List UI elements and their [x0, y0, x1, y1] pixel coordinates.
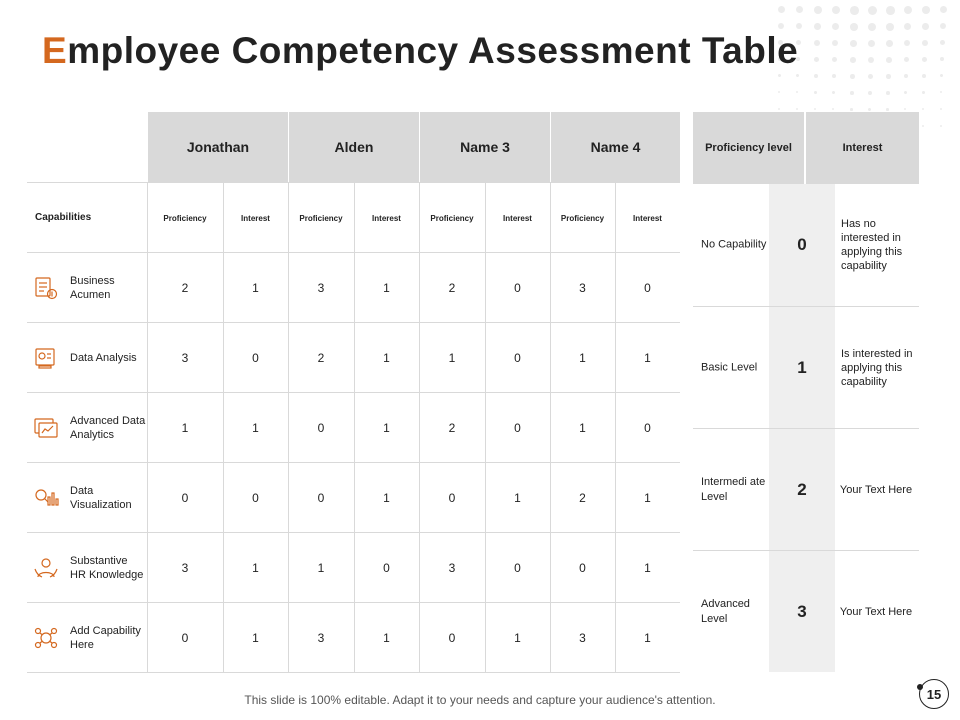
decorative-dot: [904, 108, 906, 110]
decorative-dot: [850, 6, 859, 15]
proficiency-legend-table: [693, 112, 919, 672]
decorative-dot: [922, 74, 926, 78]
table-cell: 0: [252, 351, 259, 365]
legend-interest-text: Your Text Here: [839, 484, 913, 496]
table-cell: 0: [448, 631, 456, 645]
table-cell: 2: [579, 491, 586, 505]
decorative-dot: [850, 23, 858, 31]
business-acumen-icon: [33, 275, 59, 301]
legend-level-label: Intermedi ate Level: [701, 476, 766, 503]
decorative-dot: [904, 40, 910, 46]
decorative-dot: [832, 6, 840, 14]
column-divider: [485, 182, 486, 672]
title-text: mployee Competency Assessment Table: [67, 30, 799, 71]
decorative-dot: [922, 91, 925, 94]
table-cell: 0: [514, 561, 521, 575]
table-bottom-border: [27, 672, 680, 673]
table-cell: 1: [383, 491, 390, 505]
table-cell: 0: [644, 281, 651, 295]
decorative-dot: [886, 108, 889, 111]
capability-label: Data Visualization: [70, 485, 132, 511]
decorative-dot: [886, 57, 892, 63]
decorative-dot: [868, 74, 873, 79]
column-header-name: Name 4: [550, 112, 680, 182]
table-cell: 2: [317, 351, 325, 365]
table-cell: 1: [514, 631, 521, 645]
subheader-interest: Interest: [372, 213, 401, 223]
column-header-name: Name 3: [419, 112, 550, 182]
table-cell: 1: [252, 631, 259, 645]
decorative-dot: [940, 108, 942, 110]
column-header-name: Jonathan: [147, 112, 288, 182]
table-cell: 1: [514, 491, 521, 505]
table-cell: 0: [514, 281, 521, 295]
decorative-dot: [940, 91, 942, 93]
data-visualization-icon: [33, 485, 59, 511]
decorative-dot: [796, 23, 802, 29]
table-cell: 1: [181, 421, 189, 435]
legend-interest-text: Has no interested in applying this capability: [841, 218, 903, 272]
decorative-dot: [922, 23, 929, 30]
decorative-dot: [868, 57, 874, 63]
decorative-dot: [922, 125, 924, 127]
column-divider: [288, 182, 289, 672]
subheader-proficiency: Proficiency: [560, 213, 605, 223]
legend-level-label: Advanced Level: [701, 598, 750, 625]
advanced-analytics-icon: [33, 415, 59, 441]
decorative-dot: [940, 74, 943, 77]
legend-row: [693, 184, 919, 306]
table-cell: 1: [644, 491, 651, 505]
capability-cell: [27, 463, 147, 533]
legend-level-value: 1: [797, 358, 807, 377]
subheader-proficiency: Proficiency: [163, 213, 207, 223]
decorative-dot: [832, 108, 834, 110]
decorative-dot: [832, 23, 839, 30]
decorative-dot: [922, 6, 930, 14]
subheader-proficiency: Proficiency: [299, 213, 343, 223]
column-divider: [615, 182, 616, 672]
legend-interest-text: Your Text Here: [839, 606, 913, 618]
subheader-interest: Interest: [503, 213, 532, 223]
decorative-dot: [886, 6, 895, 15]
decorative-dot: [868, 91, 872, 95]
table-cell: 3: [579, 281, 586, 295]
subheader-proficiency: Proficiency: [430, 213, 474, 223]
legend-row: [693, 550, 919, 673]
decorative-dot: [832, 91, 835, 94]
decorative-dot: [868, 40, 875, 47]
decorative-dot: [832, 40, 838, 46]
add-capability-icon: [33, 625, 59, 651]
page-number: 15: [919, 679, 949, 709]
table-cell: 3: [181, 561, 189, 575]
legend-header-level: Proficiency level: [693, 112, 804, 184]
table-cell: 1: [383, 421, 390, 435]
table-cell: 3: [448, 561, 456, 575]
table-cell: 0: [317, 491, 325, 505]
table-cell: 3: [579, 631, 586, 645]
decorative-dot: [904, 57, 909, 62]
legend-level-value: 2: [797, 480, 807, 499]
table-cell: 1: [644, 351, 651, 365]
table-cell: 1: [383, 281, 390, 295]
column-header-name: Alden: [288, 112, 419, 182]
decorative-dot: [796, 91, 798, 93]
decorative-dot: [778, 108, 780, 110]
table-cell: 1: [383, 351, 390, 365]
column-divider: [550, 182, 551, 672]
competency-table: [27, 112, 680, 672]
capability-cell: [27, 323, 147, 393]
decorative-dot: [868, 23, 876, 31]
page-number-dot: [917, 684, 923, 690]
table-cell: 3: [181, 351, 189, 365]
table-cell: 2: [181, 281, 189, 295]
table-cell: 1: [383, 631, 390, 645]
decorative-dot: [940, 23, 946, 29]
table-cell: 0: [181, 491, 189, 505]
table-cell: 0: [181, 631, 189, 645]
decorative-dot: [886, 23, 894, 31]
decorative-dot: [850, 40, 857, 47]
table-cell: 1: [252, 281, 259, 295]
decorative-dot: [814, 57, 819, 62]
table-cell: 3: [317, 281, 325, 295]
decorative-dot: [904, 23, 911, 30]
capability-cell: [27, 533, 147, 603]
decorative-dot: [850, 57, 856, 63]
capability-label: Business Acumen: [70, 275, 115, 301]
legend-row: [693, 428, 919, 551]
decorative-dot: [796, 6, 803, 13]
decorative-dot: [922, 40, 928, 46]
decorative-dot: [796, 74, 799, 77]
decorative-dot: [850, 108, 853, 111]
table-cell: 2: [448, 281, 456, 295]
decorative-dot: [814, 74, 818, 78]
capabilities-header: Capabilities: [35, 212, 92, 223]
column-divider: [147, 182, 148, 672]
footer-note: This slide is 100% editable. Adapt it to your needs and capture your audience's attention.: [244, 693, 716, 707]
decorative-dot: [904, 6, 912, 14]
decorative-dot: [922, 108, 924, 110]
decorative-dot: [832, 74, 836, 78]
decorative-dot: [814, 23, 821, 30]
table-cell: 0: [644, 421, 651, 435]
table-cell: 0: [514, 421, 521, 435]
legend-level-label: Basic Level: [701, 361, 758, 374]
title-accent-letter: E: [42, 30, 68, 71]
table-cell: 0: [383, 561, 390, 575]
legend-level-value: 0: [797, 235, 807, 254]
table-cell: 1: [579, 351, 586, 365]
legend-interest-text: Is interested in applying this capability: [841, 348, 913, 388]
capability-cell: [27, 603, 147, 673]
decorative-dot: [922, 57, 927, 62]
decorative-dot: [868, 6, 877, 15]
capability-label: Data Analysis: [70, 352, 137, 364]
decorative-dot: [940, 6, 947, 13]
decorative-dot: [814, 91, 817, 94]
decorative-dot: [850, 74, 855, 79]
decorative-dot: [868, 108, 871, 111]
table-cell: 0: [448, 491, 456, 505]
table-cell: 1: [448, 351, 456, 365]
decorative-dot: [886, 91, 890, 95]
subheader-interest: Interest: [241, 213, 270, 223]
decorative-dot: [814, 40, 820, 46]
legend-level-label: No Capability: [701, 238, 767, 251]
decorative-dot: [904, 74, 908, 78]
hr-knowledge-icon: [33, 555, 59, 581]
table-cell: 1: [579, 421, 586, 435]
table-cell: 0: [579, 561, 586, 575]
decorative-dot: [940, 125, 942, 127]
page-title: [42, 30, 798, 72]
capability-label: Substantive HR Knowledge: [70, 555, 144, 581]
decorative-dot: [904, 91, 907, 94]
decorative-dot: [796, 108, 798, 110]
table-cell: 0: [252, 491, 259, 505]
decorative-dot: [778, 91, 780, 93]
column-divider: [223, 182, 224, 672]
capability-cell: [27, 393, 147, 463]
decorative-dot: [778, 6, 785, 13]
table-cell: 1: [317, 561, 325, 575]
decorative-dot: [778, 23, 784, 29]
table-cell: 0: [317, 421, 325, 435]
legend-level-value: 3: [797, 602, 807, 621]
legend-row: [693, 306, 919, 429]
table-cell: 1: [252, 421, 259, 435]
capability-label: Add Capability Here: [70, 625, 141, 651]
table-cell: 2: [448, 421, 456, 435]
decorative-dot: [814, 6, 822, 14]
decorative-dot: [832, 57, 837, 62]
data-analysis-icon: [33, 345, 59, 371]
decorative-dot: [886, 40, 893, 47]
decorative-dot: [940, 40, 945, 45]
capability-label: Advanced Data Analytics: [70, 415, 146, 441]
table-cell: 1: [644, 561, 651, 575]
decorative-dot: [940, 57, 944, 61]
table-cell: 3: [317, 631, 325, 645]
column-divider: [354, 182, 355, 672]
subheader-interest: Interest: [633, 213, 662, 223]
table-cell: 1: [644, 631, 651, 645]
column-divider: [419, 182, 420, 672]
legend-header-interest: Interest: [806, 112, 919, 184]
decorative-dot: [814, 108, 816, 110]
table-cell: 1: [252, 561, 259, 575]
decorative-dot: [778, 74, 781, 77]
capability-cell: [27, 253, 147, 323]
decorative-dot: [850, 91, 854, 95]
decorative-dot: [886, 74, 891, 79]
table-cell: 0: [514, 351, 521, 365]
